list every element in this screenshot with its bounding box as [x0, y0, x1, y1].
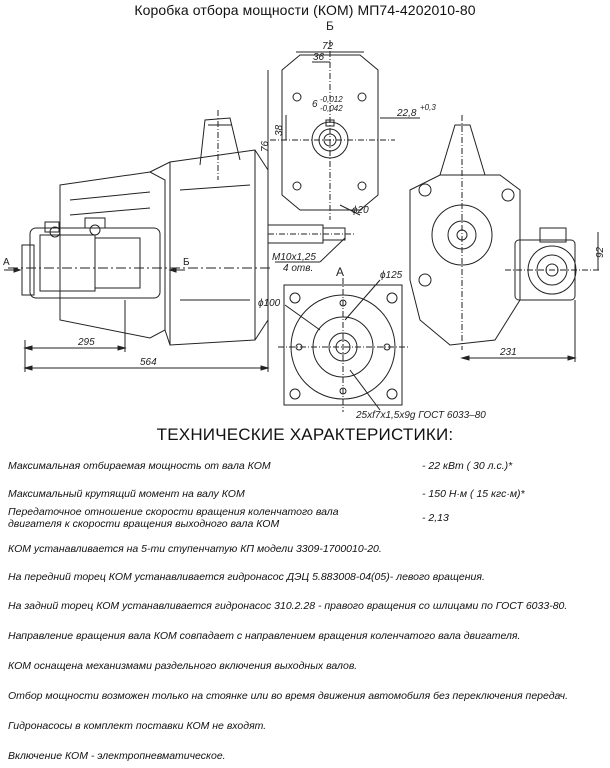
dim-92: 92: [595, 246, 606, 258]
spec-label: Максимальный крутящий момент на валу КОМ: [8, 488, 245, 500]
dim-22-8: 22,8: [397, 108, 417, 119]
spec-value: - 2,13: [422, 512, 449, 524]
dim-36: 36: [313, 52, 325, 63]
dim-phi125: ϕ125: [380, 270, 403, 281]
tol-22-8: +0,3: [420, 103, 436, 112]
spec-value: - 150 Н·м ( 15 кгс·м)*: [422, 488, 525, 500]
dim-76: 76: [260, 140, 271, 152]
page-title: Коробка отбора мощности (КОМ) МП74-4202010-80: [134, 2, 476, 18]
note: Включение КОМ - электропневматическое.: [8, 750, 226, 762]
spec-label: Передаточное отношение скорости вращения коленчатого вала двигателя к скорости вращения выходного вала КОМ: [8, 506, 339, 530]
spec-label: Максимальная отбираемая мощность от вала КОМ: [8, 460, 271, 472]
view-b: [268, 40, 420, 220]
view-b-label: Б: [326, 19, 334, 33]
dim-holes: 4 отв.: [283, 263, 314, 274]
note: На задний торец КОМ устанавливается гидронасос 310.2.28 - правого вращения со шлицами по ГОСТ 6033-80.: [8, 600, 568, 612]
note: Гидронасосы в комплект поставки КОМ не входят.: [8, 720, 267, 732]
rear-view: [410, 115, 600, 362]
dim-231: 231: [500, 347, 517, 358]
dim-thread: M10x1,25: [272, 252, 316, 263]
note: КОМ устанавливается на 5-ти ступенчатую КП модели 3309-1700010-20.: [8, 543, 382, 555]
dim-295: 295: [78, 337, 95, 348]
note: Направление вращения вала КОМ совпадает с направлением вращения коленчатого вала двигателя.: [8, 630, 521, 642]
tol-top: -0,012: [320, 95, 343, 104]
dim-38: 38: [274, 124, 285, 136]
dim-564: 564: [140, 357, 157, 368]
section-arrow-b: Б: [183, 257, 190, 268]
view-a: [278, 278, 408, 412]
dim-6: 6: [312, 99, 318, 110]
note: Отбор мощности возможен только на стоянке или во время движения автомобиля без переключения передач.: [8, 690, 569, 702]
dim-72: 72: [322, 41, 334, 52]
side-view: [4, 110, 355, 372]
view-a-label: А: [336, 265, 345, 279]
note: КОМ оснащена механизмами раздельного включения выходных валов.: [8, 660, 358, 672]
spec-value: - 22 кВт ( 30 л.с.)*: [422, 460, 513, 472]
note: На передний торец КОМ устанавливается гидронасос ДЭЦ 5.883008-04(05)- левого вращения.: [8, 571, 485, 583]
section-arrow-a: А: [3, 257, 10, 268]
dim-phi100: ϕ100: [258, 298, 281, 309]
specs-title: ТЕХНИЧЕСКИЕ ХАРАКТЕРИСТИКИ:: [156, 425, 454, 444]
dim-phi20: ϕ20: [352, 205, 369, 216]
spline-spec: 25xf7x1,5x9g ГОСТ 6033–80: [356, 410, 486, 421]
tol-bottom: -0,042: [320, 104, 343, 113]
